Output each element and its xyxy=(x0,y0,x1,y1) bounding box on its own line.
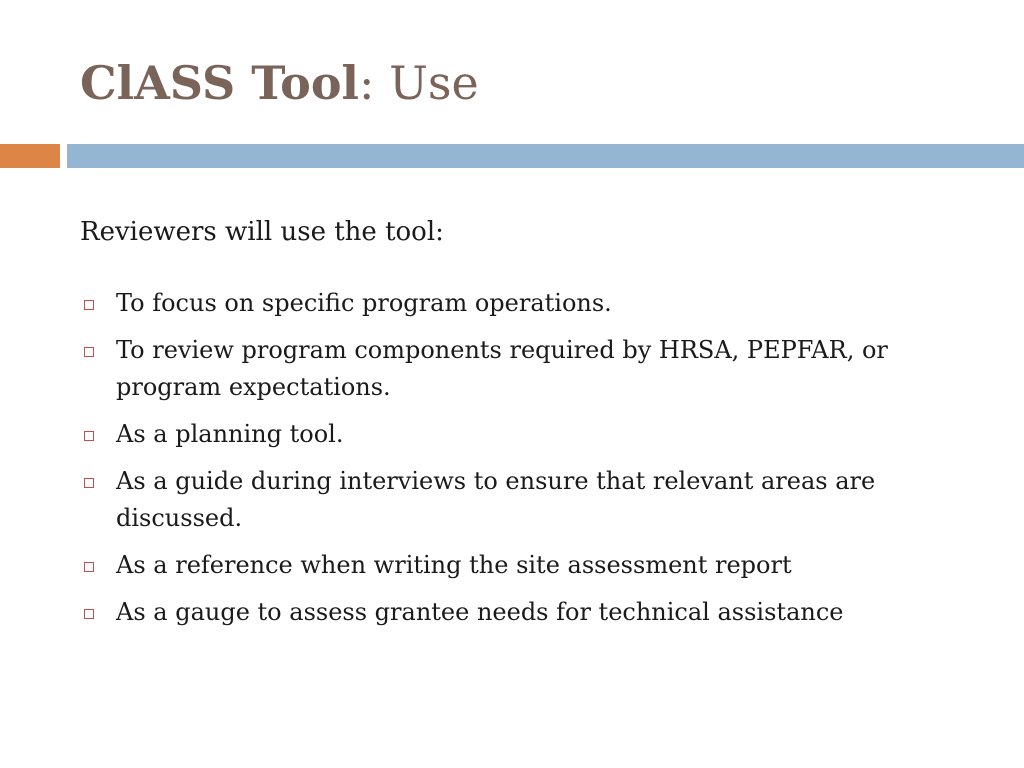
list-item-text: As a gauge to assess grantee needs for technical assistance xyxy=(116,598,844,626)
slide-title xyxy=(80,52,479,114)
square-bullet-icon xyxy=(84,431,94,441)
list-item xyxy=(80,463,960,537)
list-item-text: As a reference when writing the site assessment report xyxy=(116,551,792,579)
list-item xyxy=(80,285,960,322)
square-bullet-icon xyxy=(84,300,94,310)
list-item xyxy=(80,332,960,406)
square-bullet-icon xyxy=(84,347,94,357)
list-item-text: As a planning tool. xyxy=(116,420,344,448)
list-item xyxy=(80,416,960,453)
slide-title-bold: ClASS Tool xyxy=(80,56,360,110)
list-item-text: To focus on specific program operations. xyxy=(116,289,612,317)
square-bullet-icon xyxy=(84,609,94,619)
bullet-list xyxy=(80,285,960,641)
list-item-text: To review program components required by HRSA, PEPFAR, or program expectations. xyxy=(116,336,888,401)
slide-title-rest: : Use xyxy=(359,56,479,110)
square-bullet-icon xyxy=(84,478,94,488)
list-item xyxy=(80,594,960,631)
list-item-text: As a guide during interviews to ensure that relevant areas are discussed. xyxy=(116,467,876,532)
accent-bar-orange xyxy=(0,144,60,168)
lead-text: Reviewers will use the tool: xyxy=(80,217,444,247)
accent-bar-blue xyxy=(67,144,1024,168)
square-bullet-icon xyxy=(84,562,94,572)
list-item xyxy=(80,547,960,584)
